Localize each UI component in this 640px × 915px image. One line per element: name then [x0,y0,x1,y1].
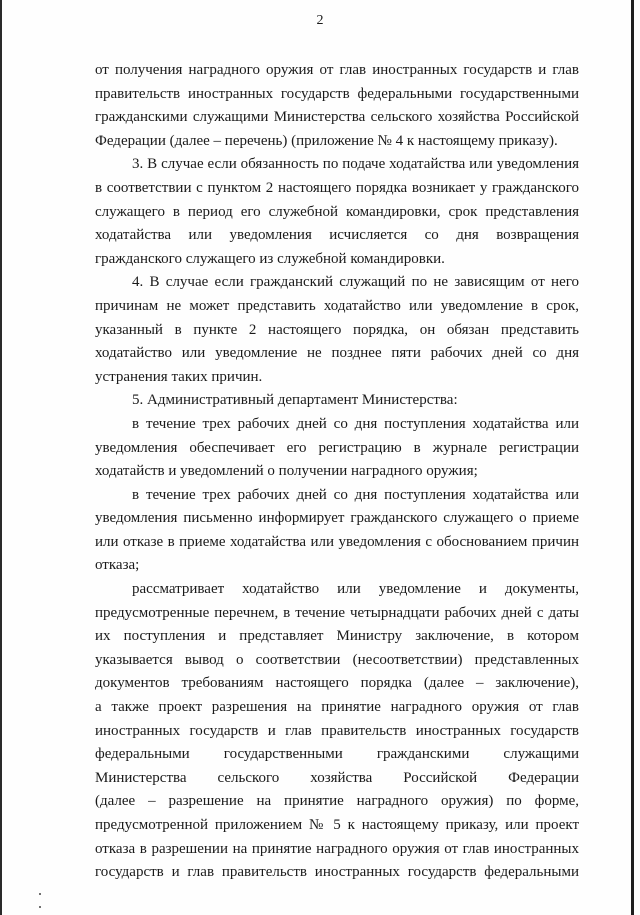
text-line: 3. В случае если обязанность по подаче ходатайства или уведомления [132,156,579,173]
scan-speck [39,893,41,895]
scan-edge-right [631,0,634,915]
scan-edge-left [0,0,2,915]
text-line: рассматривает ходатайство или уведомление и документы, [132,581,579,598]
text-line: указывается вывод о соответствии (несоответствии) представленных [95,651,579,668]
text-line: правительств иностранных государств федеральными государственными [95,85,579,102]
text-line: предусмотренной приложением № 5 к настоящему приказу, или проект [95,817,579,833]
text-line: или отказе в приеме ходатайства или уведомления с обоснованием причин [95,533,579,550]
text-line: в течение трех рабочих дней со дня поступления ходатайства или [132,486,579,503]
text-line: Федерации (далее – перечень) (приложение № 4 к настоящему приказу). [95,132,558,149]
text-line: гражданского служащего из служебной командировки. [95,250,445,267]
text-line: в соответствии с пунктом 2 настоящего порядка возникает у гражданского [95,179,579,196]
text-line: устранения таких причин. [95,368,263,385]
text-line: указанный в пункте 2 настоящего порядка, он обязан представить [95,321,579,338]
text-line: в течение трех рабочих дней со дня поступления ходатайства или [132,415,579,432]
text-line: федеральными государственными гражданскими служащими [95,746,579,763]
text-line: Министерства сельского хозяйства Российской Федерации [95,769,579,786]
text-line: документов требованиям настоящего порядка (далее – заключение), [95,675,579,692]
scan-speck [39,906,41,908]
text-line: государств и глав правительств иностранных государств федеральными [95,864,579,881]
text-line: гражданскими служащими Министерства сельского хозяйства Российской [95,109,579,126]
text-line: отказа; [95,557,140,574]
text-line: предусмотренные перечнем, в течение четырнадцати рабочих дней с даты [95,604,579,621]
text-line: 4. В случае если гражданский служащий по не зависящим от него [132,274,579,291]
text-line: 5. Административный департамент Министерства: [132,392,458,409]
text-line: уведомления обеспечивает его регистрацию в журнале регистрации [95,439,579,456]
text-line: ходатайств и уведомлений о получении наградного оружия; [95,463,478,480]
text-line: иностранных государств и глав правительств иностранных государств [95,722,579,739]
text-line: (далее – разрешение на принятие наградного оружия) по форме, [95,793,579,810]
page-number: 2 [316,13,324,28]
text-line: причинам не может представить ходатайство или уведомление в срок, [95,297,579,314]
text-line: от получения наградного оружия от глав иностранных государств и глав [95,62,579,78]
text-line: их поступления и представляет Министру заключение, в котором [95,628,579,645]
text-line: служащего в период его служебной командировки, срок представления [95,203,579,220]
document-body [95,59,579,885]
text-line: отказа в разрешении на принятие наградного оружия от глав иностранных [95,840,579,857]
text-line: уведомления письменно информирует гражданского служащего о приеме [95,510,579,527]
text-line: ходатайства или уведомления исчисляется со дня возвращения [95,227,579,244]
text-line: а также проект разрешения на принятие наградного оружия от глав [95,699,579,716]
text-line: ходатайство или уведомление не позднее пяти рабочих дней со дня [95,345,579,362]
